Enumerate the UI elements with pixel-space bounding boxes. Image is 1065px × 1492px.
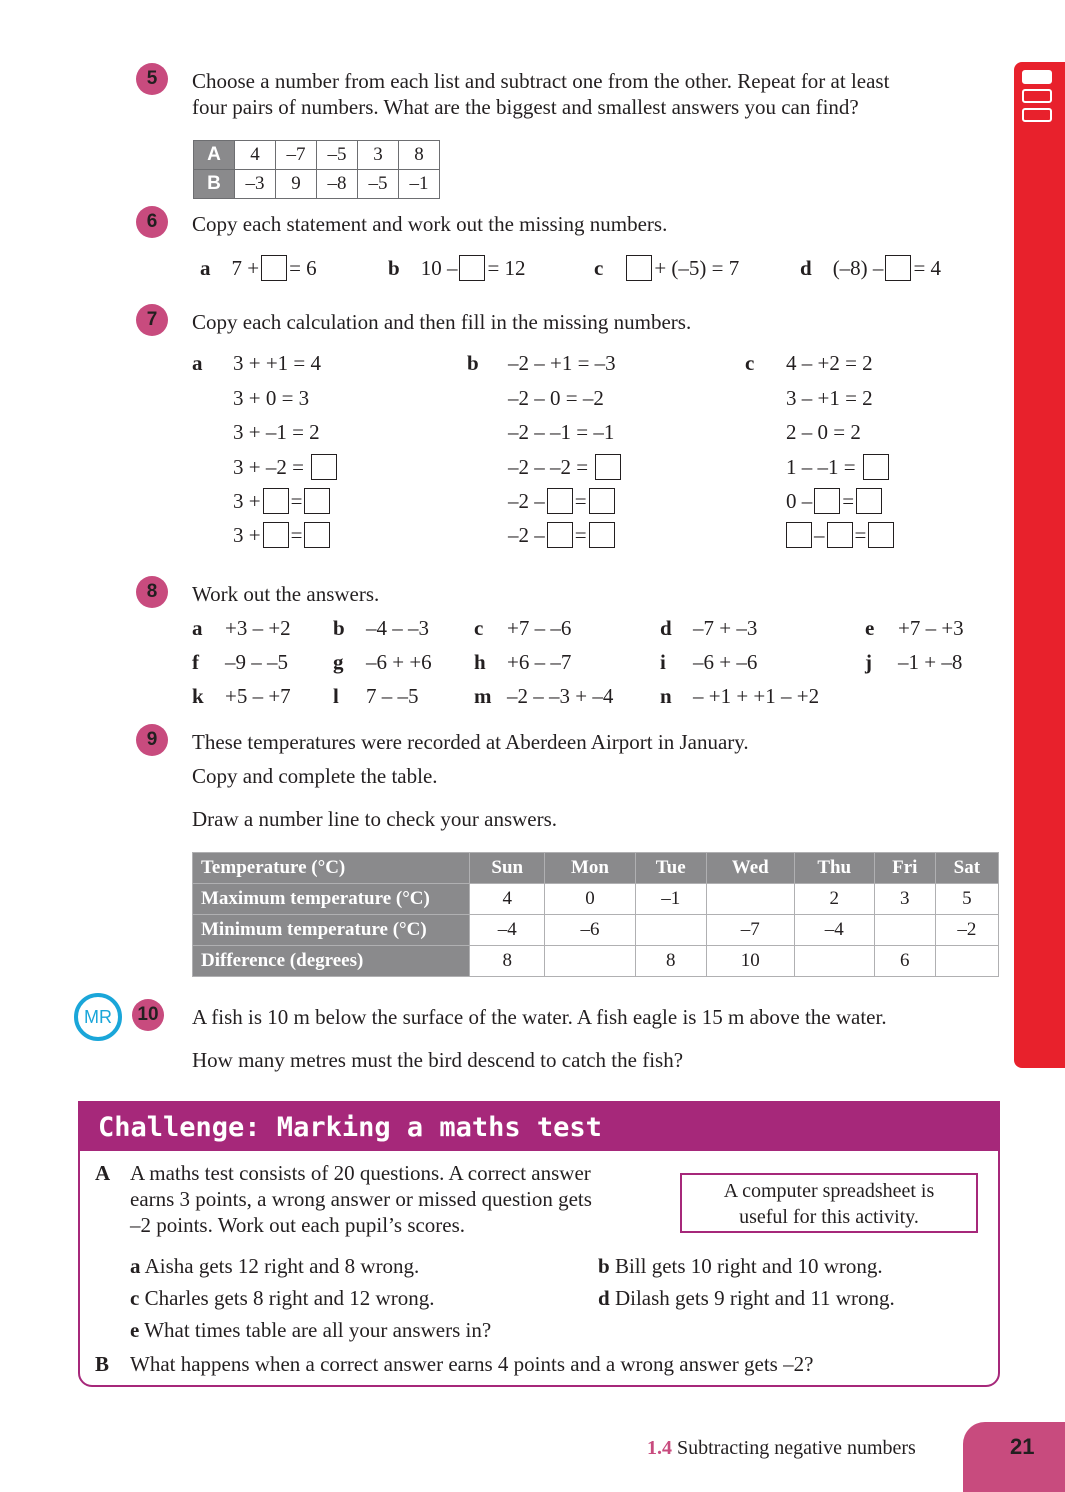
table-cell: 2: [794, 884, 874, 915]
expression: 7 – –5: [366, 684, 419, 708]
table-cell: 5: [935, 884, 998, 915]
challenge-text: A maths test consists of 20 questions. A correct answer: [130, 1161, 591, 1185]
table-cell: [545, 946, 635, 977]
table-cell: –7: [706, 915, 794, 946]
challenge-box: [78, 1101, 1000, 1387]
chapter-sidebar: [1014, 62, 1065, 1068]
question-text: Draw a number line to check your answers.: [192, 807, 558, 831]
question-text: Copy each statement and work out the missing numbers.: [192, 212, 668, 236]
column-header: Wed: [706, 853, 794, 884]
calc-line: –2 – =: [508, 489, 617, 516]
table-cell: –7: [276, 141, 317, 170]
table-cell: 8: [635, 946, 706, 977]
question-text: How many metres must the bird descend to catch the fish?: [192, 1048, 684, 1072]
answer-box: [311, 454, 337, 480]
part-label: d: [800, 256, 812, 280]
calc-line: –2 – –2 =: [508, 455, 623, 482]
column-header: Sun: [470, 853, 545, 884]
sidebar-level-tab: [1022, 89, 1052, 103]
calc-line: 3 – +1 = 2: [786, 386, 873, 410]
page-number: 21: [1010, 1434, 1035, 1459]
hint-text: useful for this activity.: [739, 1206, 919, 1228]
expression: +7 – –6: [507, 616, 572, 640]
calc-line: –2 – 0 = –2: [508, 386, 604, 410]
table-cell: 8: [470, 946, 545, 977]
table-cell: –4: [794, 915, 874, 946]
table-cell: 3: [874, 884, 935, 915]
hint-text: A computer spreadsheet is: [723, 1180, 935, 1202]
part-label: c: [745, 351, 755, 375]
table-cell: 4: [470, 884, 545, 915]
table-cell: –8: [317, 170, 358, 199]
expr: + (–5) = 7: [654, 256, 740, 280]
section-number: 1.4: [647, 1437, 672, 1459]
table-cell: –5: [358, 170, 399, 199]
part-label: j: [865, 650, 872, 674]
answer-box: [263, 522, 289, 548]
table-cell: [794, 946, 874, 977]
table-row: [193, 915, 999, 946]
expr: (–8) –: [832, 256, 884, 280]
expr: = 4: [913, 256, 942, 280]
calc-line: 0 – =: [786, 489, 884, 516]
sidebar-level-tab: [1022, 70, 1052, 84]
part-label: d: [660, 616, 672, 640]
expression: +7 – +3: [898, 616, 964, 640]
part-label: g: [333, 650, 344, 674]
part-label: l: [333, 684, 339, 708]
part-label: b: [388, 256, 400, 280]
table-cell: [706, 884, 794, 915]
answer-box: [263, 488, 289, 514]
statement-a: [200, 256, 317, 283]
challenge-item: e What times table are all your answers in?: [130, 1318, 492, 1342]
expression: +3 – +2: [225, 616, 291, 640]
expression: –6 + +6: [366, 650, 432, 674]
column-header: Sat: [935, 853, 998, 884]
challenge-item: b Bill gets 10 right and 10 wrong.: [598, 1254, 883, 1278]
part-label: a: [192, 351, 203, 375]
question-number: 7: [136, 304, 168, 336]
part-label: h: [474, 650, 486, 674]
answer-box: [547, 522, 573, 548]
question-number: 6: [136, 206, 168, 238]
row-header: Maximum temperature (°C): [193, 884, 470, 915]
expression: –6 + –6: [693, 650, 758, 674]
answer-box: [626, 255, 652, 281]
answer-box: [304, 488, 330, 514]
footer-section: [647, 1437, 916, 1460]
statement-b: [388, 256, 526, 283]
column-header: Temperature (°C): [193, 853, 470, 884]
table-row: [193, 884, 999, 915]
question-text: Work out the answers.: [192, 582, 380, 606]
calc-line: 3 + 0 = 3: [233, 386, 310, 410]
question-text: Choose a number from each list and subtract one from the other. Repeat for at least: [192, 69, 890, 93]
hint-box: [680, 1173, 978, 1233]
answer-box: [786, 522, 812, 548]
part-label: f: [192, 650, 199, 674]
mr-badge: MR: [74, 993, 122, 1041]
expr: 7 +: [231, 256, 260, 280]
table-cell: 0: [545, 884, 635, 915]
calc-line: –2 – +1 = –3: [508, 351, 616, 375]
calc-line: –2 – –1 = –1: [508, 420, 615, 444]
part-label: B: [95, 1352, 110, 1376]
expr: = 6: [289, 256, 317, 280]
expression: –2 – –3 + –4: [507, 684, 614, 708]
calc-line: 4 – +2 = 2: [786, 351, 873, 375]
column-header: Mon: [545, 853, 635, 884]
answer-box: [589, 488, 615, 514]
answer-box: [863, 454, 889, 480]
part-label: A: [95, 1161, 111, 1185]
answer-box: [856, 488, 882, 514]
table-cell: 9: [276, 170, 317, 199]
section-title: Subtracting negative numbers: [677, 1437, 916, 1459]
statement-c: [594, 256, 739, 283]
part-label: m: [474, 684, 492, 708]
table-cell: [635, 915, 706, 946]
challenge-item: a Aisha gets 12 right and 8 wrong.: [130, 1254, 420, 1278]
question-number: 9: [136, 724, 168, 756]
question-number: 10: [132, 999, 164, 1031]
calc-line: 3 + =: [233, 523, 332, 550]
expr: = 12: [487, 256, 526, 280]
part-label: e: [865, 616, 875, 640]
column-header: Fri: [874, 853, 935, 884]
expression: – +1 + +1 – +2: [693, 684, 820, 708]
calc-line: –2 – =: [508, 523, 617, 550]
row-head: B: [194, 170, 235, 199]
part-label: n: [660, 684, 672, 708]
expression: +5 – +7: [225, 684, 291, 708]
column-header: Tue: [635, 853, 706, 884]
part-label: a: [192, 616, 203, 640]
answer-box: [589, 522, 615, 548]
answer-box: [885, 255, 911, 281]
expression: –1 + –8: [898, 650, 963, 674]
answer-box: [547, 488, 573, 514]
calc-line: 3 + –1 = 2: [233, 420, 320, 444]
answer-box: [304, 522, 330, 548]
answer-box: [261, 255, 287, 281]
answer-box: [459, 255, 485, 281]
sidebar-level-tab: [1022, 108, 1052, 122]
row-head: A: [194, 141, 235, 170]
question-text: A fish is 10 m below the surface of the water. A fish eagle is 15 m above the water.: [192, 1005, 887, 1029]
table-row: [193, 946, 999, 977]
question-text: four pairs of numbers. What are the biggest and smallest answers you can find?: [192, 95, 859, 119]
table-cell: –1: [635, 884, 706, 915]
question-text: These temperatures were recorded at Aberdeen Airport in January.: [192, 730, 749, 754]
table-cell: –1: [399, 170, 440, 199]
calc-line: – =: [784, 523, 896, 550]
expr: 10 –: [420, 256, 458, 280]
challenge-title: Challenge: Marking a maths test: [80, 1103, 998, 1151]
table-cell: [874, 915, 935, 946]
calc-line: 3 + –2 =: [233, 455, 339, 482]
answer-box: [827, 522, 853, 548]
challenge-item: c Charles gets 8 right and 12 wrong.: [130, 1286, 435, 1310]
question-number: 5: [136, 63, 168, 95]
table-cell: –3: [235, 170, 276, 199]
challenge-text: earns 3 points, a wrong answer or missed question gets: [130, 1187, 592, 1211]
table-cell: [935, 946, 998, 977]
answer-box: [868, 522, 894, 548]
table-cell: –6: [545, 915, 635, 946]
part-label: c: [474, 616, 484, 640]
table-cell: –5: [317, 141, 358, 170]
question-text: Copy and complete the table.: [192, 764, 438, 788]
answer-box: [814, 488, 840, 514]
table-cell: 10: [706, 946, 794, 977]
answer-box: [595, 454, 621, 480]
calc-line: 3 + +1 = 4: [233, 351, 322, 375]
part-label: k: [192, 684, 204, 708]
part-label: i: [660, 650, 666, 674]
part-label: c: [594, 256, 604, 280]
table-cell: –2: [935, 915, 998, 946]
part-label: a: [200, 256, 211, 280]
part-label: b: [467, 351, 479, 375]
row-header: Difference (degrees): [193, 946, 470, 977]
part-label: b: [333, 616, 345, 640]
table-cell: 4: [235, 141, 276, 170]
challenge-item: d Dilash gets 9 right and 11 wrong.: [598, 1286, 895, 1310]
expression: –7 + –3: [693, 616, 758, 640]
calc-line: 2 – 0 = 2: [786, 420, 861, 444]
ab-number-table: [193, 140, 440, 199]
statement-d: [800, 256, 941, 283]
column-header: Thu: [794, 853, 874, 884]
calc-line: 1 – –1 =: [786, 455, 891, 482]
temperature-table: [192, 852, 999, 977]
expression: +6 – –7: [507, 650, 572, 674]
challenge-text: –2 points. Work out each pupil’s scores.: [130, 1213, 466, 1237]
question-number: 8: [136, 576, 168, 608]
table-cell: 3: [358, 141, 399, 170]
table-row: [194, 141, 440, 170]
table-header-row: [193, 853, 999, 884]
row-header: Minimum temperature (°C): [193, 915, 470, 946]
question-text: Copy each calculation and then fill in the missing numbers.: [192, 310, 692, 334]
table-cell: 6: [874, 946, 935, 977]
expression: –9 – –5: [225, 650, 288, 674]
table-cell: 8: [399, 141, 440, 170]
calc-line: 3 + =: [233, 489, 332, 516]
table-cell: –4: [470, 915, 545, 946]
table-row: [194, 170, 440, 199]
expression: –4 – –3: [366, 616, 429, 640]
challenge-text: What happens when a correct answer earns 4 points and a wrong answer gets –2?: [130, 1352, 814, 1376]
